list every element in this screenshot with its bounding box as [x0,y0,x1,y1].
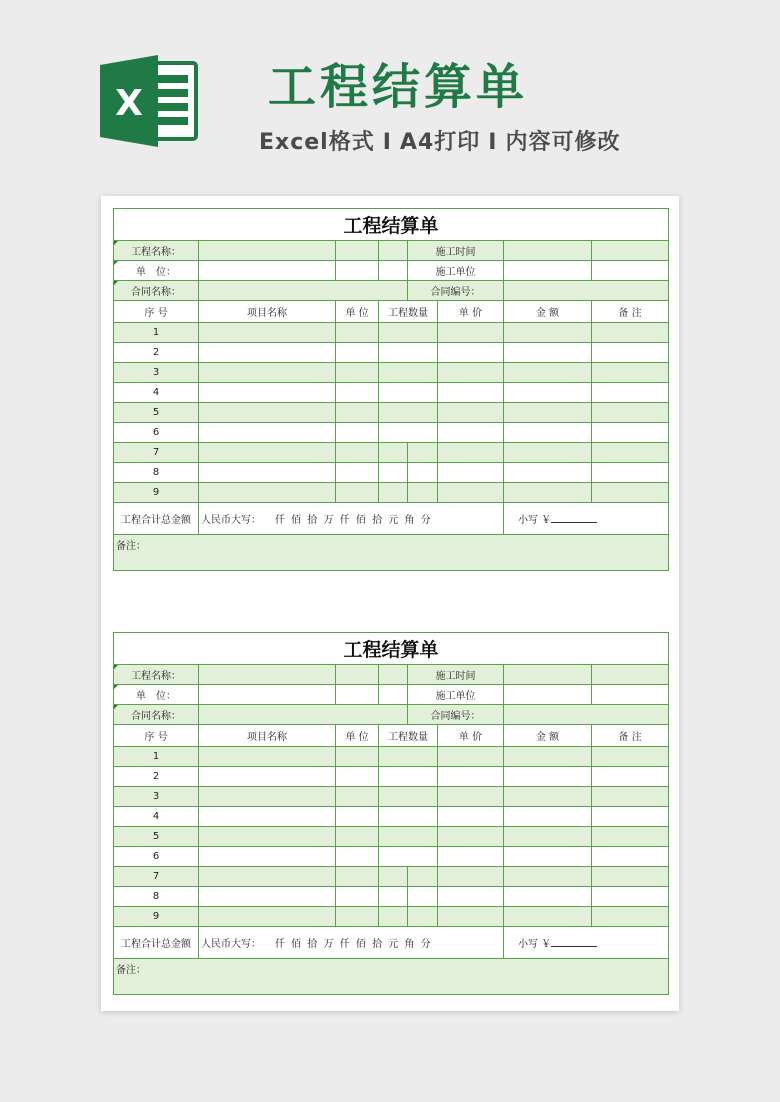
table-cell[interactable] [438,403,504,423]
remark-field[interactable] [114,535,669,571]
table-cell[interactable] [199,827,336,847]
table-row [114,343,669,363]
table-row [114,887,669,907]
table-cell[interactable] [504,907,592,927]
table-cell[interactable] [438,383,504,403]
table-cell[interactable] [379,807,438,827]
row-number: 6 [114,423,199,443]
remark-field[interactable] [114,959,669,995]
row-number: 4 [114,807,199,827]
rmb-uppercase-label: 人民币大写： [201,515,261,526]
table-cell[interactable] [199,807,336,827]
table-cell[interactable] [336,383,379,403]
table-cell[interactable] [438,847,504,867]
table-cell[interactable] [504,867,592,887]
table-cell[interactable] [408,907,438,927]
table-row [114,323,669,343]
table-cell[interactable] [199,403,336,423]
cell[interactable] [379,261,408,281]
table-cell[interactable] [504,483,592,503]
table-cell[interactable] [379,463,408,483]
subtitle-editable: 内容可修改 [505,130,621,155]
table-cell[interactable] [438,807,504,827]
col-header-unit: 单 位 [336,301,379,323]
table-cell[interactable] [592,847,669,867]
row-number: 5 [114,827,199,847]
table-row [114,847,669,867]
table-cell[interactable] [504,343,592,363]
table-cell[interactable] [199,847,336,867]
table-cell[interactable] [336,463,379,483]
table-cell[interactable] [438,827,504,847]
cell[interactable] [592,261,669,281]
table-row [114,827,669,847]
table-cell[interactable] [379,847,438,867]
settlement-sheet [113,208,669,571]
table-cell[interactable] [379,383,438,403]
subtitle-separator: I [382,130,392,155]
row-number: 8 [114,463,199,483]
cell[interactable] [379,665,408,685]
contract-no-field[interactable] [504,281,669,301]
col-header-item: 项目名称 [199,725,336,747]
subtitle-format: Excel格式 [259,130,375,155]
table-row [114,443,669,463]
table-cell[interactable] [592,343,669,363]
table-cell[interactable] [504,363,592,383]
svg-text:X: X [115,83,143,124]
table-cell[interactable] [336,847,379,867]
row-number: 4 [114,383,199,403]
row-number: 8 [114,887,199,907]
unit-field[interactable] [199,261,336,281]
rmb-units: 仟 佰 拾 万 仟 佰 拾 元 角 分 [275,939,431,950]
row-number: 1 [114,747,199,767]
row-number: 5 [114,403,199,423]
cell[interactable] [336,241,379,261]
table-cell[interactable] [408,867,438,887]
construction-time-field[interactable] [504,665,592,685]
row-number: 7 [114,443,199,463]
table-cell[interactable] [336,483,379,503]
cell[interactable] [336,261,379,281]
table-cell[interactable] [504,383,592,403]
amount-underline [551,937,597,947]
col-header-price: 单 价 [438,725,504,747]
contract-no-field[interactable] [504,705,669,725]
cell[interactable] [379,241,408,261]
total-amount-label: 工程合计总金额 [114,503,199,535]
construction-time-field[interactable] [504,241,592,261]
rmb-uppercase-field[interactable] [199,927,504,959]
table-cell[interactable] [199,323,336,343]
contract-name-field[interactable] [199,281,408,301]
cell[interactable] [336,685,379,705]
table-cell[interactable] [199,887,336,907]
total-amount-label: 工程合计总金额 [114,927,199,959]
construction-time-label: 施工时间 [408,241,504,261]
row-number: 2 [114,343,199,363]
table-cell[interactable] [592,807,669,827]
row-number: 3 [114,787,199,807]
table-cell[interactable] [504,443,592,463]
table-cell[interactable] [592,907,669,927]
cell[interactable] [592,241,669,261]
rmb-uppercase-field[interactable] [199,503,504,535]
table-cell[interactable] [379,827,438,847]
table-cell[interactable] [408,483,438,503]
table-row [114,383,669,403]
amount-underline [551,513,597,523]
table-cell[interactable] [336,343,379,363]
table-cell[interactable] [504,323,592,343]
construction-time-label: 施工时间 [408,665,504,685]
table-row [114,363,669,383]
table-cell[interactable] [504,423,592,443]
table-cell[interactable] [379,907,408,927]
table-cell[interactable] [438,787,504,807]
table-cell[interactable] [336,867,379,887]
project-name-label: 工程名称： [114,241,199,261]
settlement-sheet [113,632,669,995]
col-header-index: 序 号 [114,301,199,323]
remark-label: 备注： [116,541,146,552]
table-row [114,747,669,767]
unit-label: 单 位： [114,685,199,705]
col-header-amount: 金 额 [504,725,592,747]
table-cell[interactable] [504,463,592,483]
remark-label: 备注： [116,965,146,976]
table-cell[interactable] [199,767,336,787]
sheet-title: 工程结算单 [114,209,669,241]
table-cell[interactable] [379,423,438,443]
rmb-units: 仟 佰 拾 万 仟 佰 拾 元 角 分 [275,515,431,526]
table-cell[interactable] [336,907,379,927]
table-cell[interactable] [592,483,669,503]
contract-name-label: 合同名称： [114,705,199,725]
col-header-quantity: 工程数量 [379,725,438,747]
table-cell[interactable] [504,747,592,767]
construction-unit-label: 施工单位 [408,685,504,705]
cell[interactable] [379,685,408,705]
table-cell[interactable] [504,847,592,867]
table-cell[interactable] [199,907,336,927]
excel-logo-icon [100,55,200,147]
cell[interactable] [592,685,669,705]
subtitle-print: A4打印 [399,130,481,155]
construction-unit-field[interactable] [504,261,592,281]
table-cell[interactable] [408,887,438,907]
table-cell[interactable] [199,483,336,503]
project-name-field[interactable] [199,241,336,261]
table-cell[interactable] [504,887,592,907]
table-cell[interactable] [336,747,379,767]
col-header-quantity: 工程数量 [379,301,438,323]
table-row [114,423,669,443]
table-cell[interactable] [379,323,438,343]
sheet-title: 工程结算单 [114,633,669,665]
col-header-remark: 备 注 [592,725,669,747]
table-cell[interactable] [592,767,669,787]
table-cell[interactable] [336,323,379,343]
construction-unit-field[interactable] [504,685,592,705]
table-cell[interactable] [438,363,504,383]
table-cell[interactable] [592,323,669,343]
table-cell[interactable] [379,867,408,887]
table-cell[interactable] [592,463,669,483]
col-header-unit: 单 位 [336,725,379,747]
table-cell[interactable] [379,787,438,807]
table-cell[interactable] [592,887,669,907]
col-header-item: 项目名称 [199,301,336,323]
table-cell[interactable] [592,403,669,423]
col-header-amount: 金 额 [504,301,592,323]
table-cell[interactable] [438,907,504,927]
table-cell[interactable] [438,767,504,787]
col-header-remark: 备 注 [592,301,669,323]
table-row [114,483,669,503]
table-cell[interactable] [199,787,336,807]
unit-label: 单 位： [114,261,199,281]
table-cell[interactable] [199,363,336,383]
rmb-lowercase-field[interactable] [504,927,669,959]
table-cell[interactable] [379,363,438,383]
table-cell[interactable] [438,343,504,363]
table-cell[interactable] [199,867,336,887]
table-row [114,767,669,787]
table-cell[interactable] [408,463,438,483]
table-cell[interactable] [379,443,408,463]
table-cell[interactable] [379,483,408,503]
unit-field[interactable] [199,685,336,705]
rmb-lowercase-label: 小写 ￥ [518,515,552,526]
page-title: 工程结算单 [268,59,529,115]
table-cell[interactable] [379,887,408,907]
contract-no-label: 合同编号： [408,281,504,301]
row-number: 1 [114,323,199,343]
table-cell[interactable] [379,747,438,767]
table-cell[interactable] [438,323,504,343]
table-row [114,787,669,807]
table-cell[interactable] [438,867,504,887]
contract-name-field[interactable] [199,705,408,725]
rmb-lowercase-label: 小写 ￥ [518,939,552,950]
table-cell[interactable] [504,787,592,807]
table-row [114,463,669,483]
project-name-field[interactable] [199,665,336,685]
table-cell[interactable] [504,807,592,827]
table-cell[interactable] [592,827,669,847]
table-cell[interactable] [504,403,592,423]
rmb-lowercase-field[interactable] [504,503,669,535]
table-cell[interactable] [199,443,336,463]
cell[interactable] [592,665,669,685]
table-cell[interactable] [336,887,379,907]
page-subtitle [259,125,620,156]
table-cell[interactable] [504,827,592,847]
table-cell[interactable] [438,443,504,463]
table-cell[interactable] [592,867,669,887]
table-cell[interactable] [336,807,379,827]
table-row [114,867,669,887]
cell[interactable] [336,665,379,685]
row-number: 3 [114,363,199,383]
table-cell[interactable] [379,767,438,787]
table-cell[interactable] [199,463,336,483]
table-cell[interactable] [199,747,336,767]
project-name-label: 工程名称： [114,665,199,685]
contract-no-label: 合同编号： [408,705,504,725]
table-cell[interactable] [199,383,336,403]
row-number: 7 [114,867,199,887]
table-row [114,907,669,927]
col-header-index: 序 号 [114,725,199,747]
contract-name-label: 合同名称： [114,281,199,301]
rmb-uppercase-label: 人民币大写： [201,939,261,950]
table-row [114,807,669,827]
row-number: 9 [114,483,199,503]
table-cell[interactable] [592,747,669,767]
table-cell[interactable] [592,423,669,443]
row-number: 6 [114,847,199,867]
table-cell[interactable] [438,887,504,907]
table-cell[interactable] [199,343,336,363]
col-header-price: 单 价 [438,301,504,323]
table-cell[interactable] [336,827,379,847]
table-cell[interactable] [336,443,379,463]
table-cell[interactable] [336,403,379,423]
subtitle-separator: I [488,130,498,155]
table-cell[interactable] [438,483,504,503]
table-cell[interactable] [438,463,504,483]
table-row [114,403,669,423]
table-cell[interactable] [592,363,669,383]
table-cell[interactable] [408,443,438,463]
table-cell[interactable] [199,423,336,443]
table-cell[interactable] [336,767,379,787]
table-cell[interactable] [592,383,669,403]
row-number: 2 [114,767,199,787]
table-cell[interactable] [504,767,592,787]
construction-unit-label: 施工单位 [408,261,504,281]
table-cell[interactable] [336,423,379,443]
table-cell[interactable] [379,343,438,363]
table-cell[interactable] [336,787,379,807]
table-cell[interactable] [379,403,438,423]
table-cell[interactable] [438,423,504,443]
table-cell[interactable] [336,363,379,383]
table-cell[interactable] [592,443,669,463]
table-cell[interactable] [592,787,669,807]
row-number: 9 [114,907,199,927]
table-cell[interactable] [438,747,504,767]
